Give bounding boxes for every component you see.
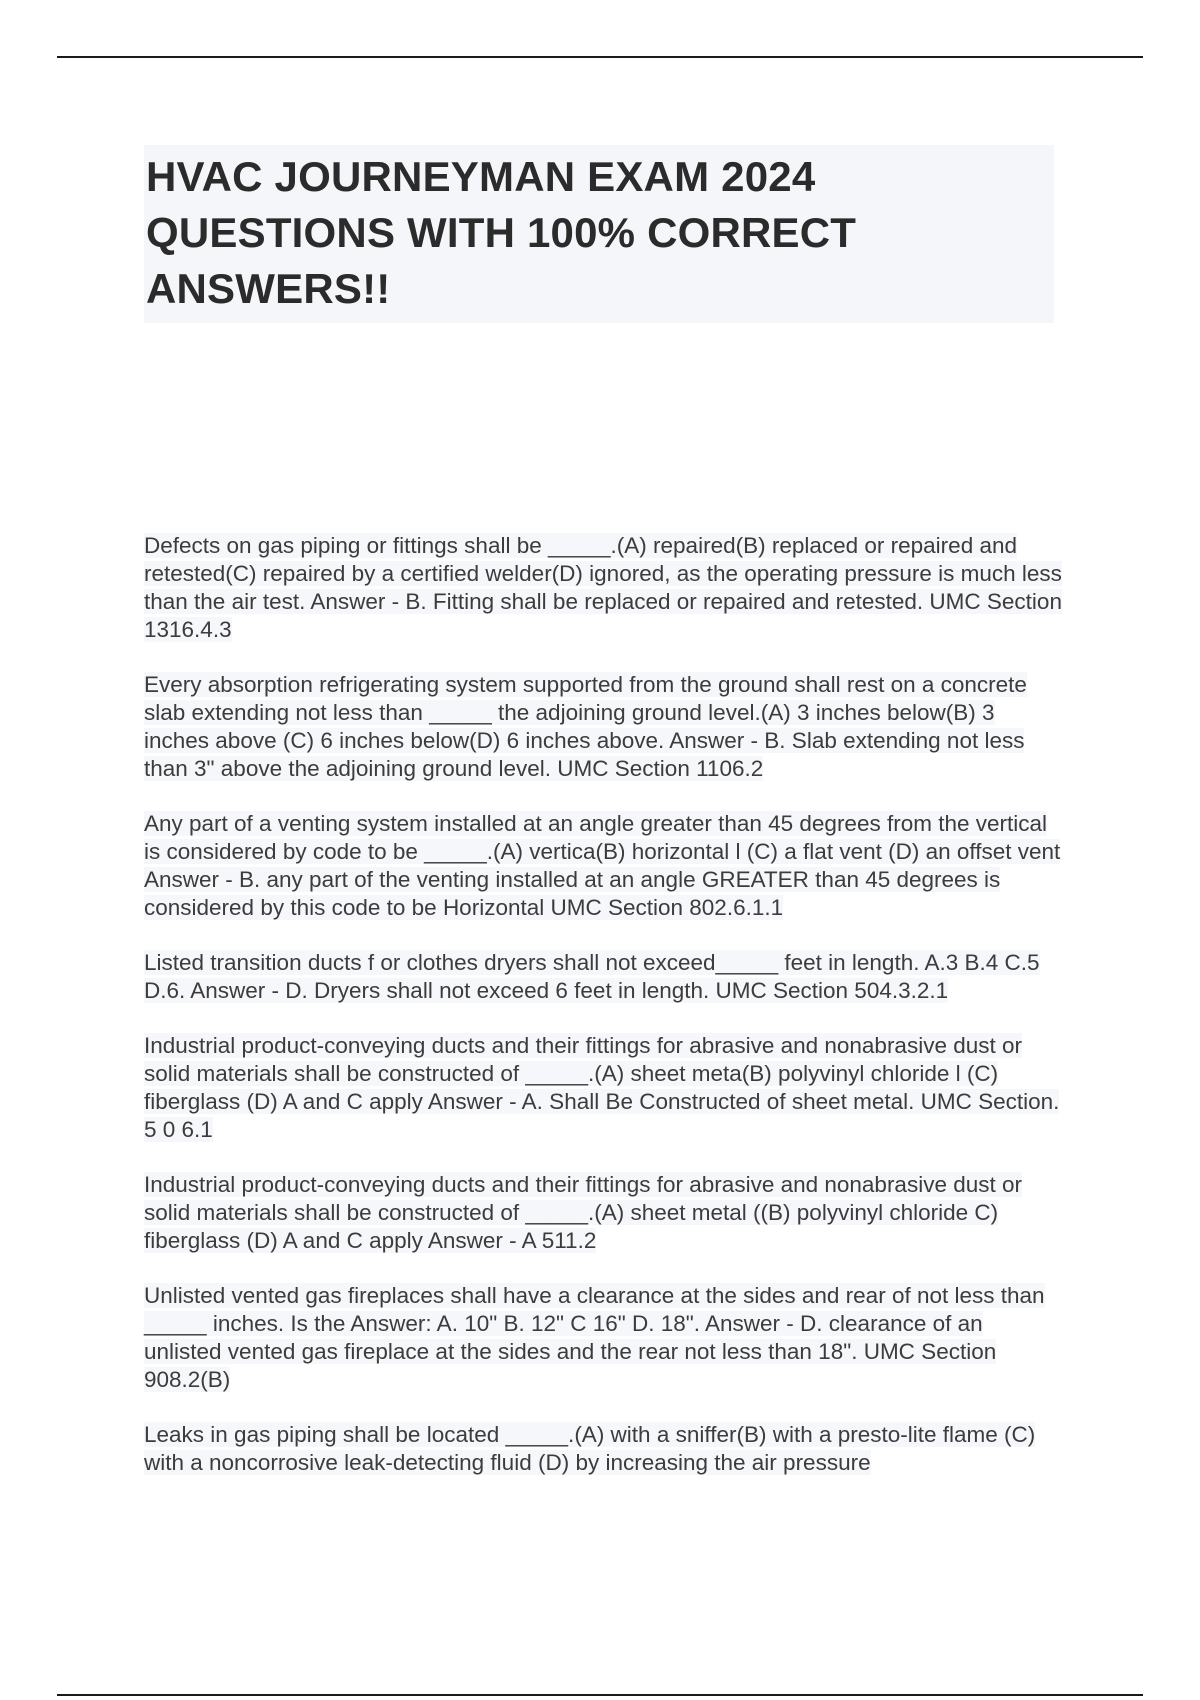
question-item-7 [144,1282,1064,1394]
title-block [144,145,1054,323]
question-text: Listed transition ducts f or clothes dryers shall not exceed_____ feet in length. A.3 B.4 C.5 D.6. Answer - D. Dryers shall not exceed 6 feet in length. UMC Section 504.3.2.1 [144,950,1040,1003]
question-text: Leaks in gas piping shall be located _____.(A) with a sniffer(B) with a presto-lite flame (C) with a noncorrosive leak-detecting fluid (D) by increasing the air pressure [144,1422,1036,1475]
question-text: Industrial product-conveying ducts and their fittings for abrasive and nonabrasive dust or solid materials shall be constructed of _____.(A) sheet meta(B) polyvinyl chloride l (C) fiberglass (D) A and C apply Answer - A. Shall Be Constructed of sheet metal. UMC Section. 5 0 6.1 [144,1033,1060,1142]
question-list [144,532,1064,1504]
question-item-5 [144,1032,1064,1144]
bottom-rule [57,1694,1143,1696]
question-item-3 [144,810,1064,922]
question-text: Industrial product-conveying ducts and their fittings for abrasive and nonabrasive dust or solid materials shall be constructed of _____.(A) sheet metal ((B) polyvinyl chloride C) fiberglass (D) A and C apply Answer - A 511.2 [144,1172,1022,1253]
question-item-4 [144,949,1064,1005]
question-item-2 [144,671,1064,783]
top-rule [57,56,1143,58]
question-item-1 [144,532,1064,644]
question-item-8 [144,1421,1064,1477]
question-text: Defects on gas piping or fittings shall be _____.(A) repaired(B) replaced or repaired and retested(C) repaired by a certified welder(D) ignored, as the operating pressure is much less than the air test. Answer - B. Fitting shall be replaced or repaired and retested. UMC Section 1316.4.3 [144,533,1062,642]
question-text: Every absorption refrigerating system supported from the ground shall rest on a concrete slab extending not less than _____ the adjoining ground level.(A) 3 inches below(B) 3 inches above (C) 6 inches below(D) 6 inches above. Answer - B. Slab extending not less than 3" above the adjoining ground level. UMC Section 1106.2 [144,672,1027,781]
question-text: Any part of a venting system installed at an angle greater than 45 degrees from the vertical is considered by code to be _____.(A) vertica(B) horizontal l (C) a flat vent (D) an offset vent Answer - B. any part of the venting installed at an angle GREATER than 45 degrees is considered by this code to be Horizontal UMC Section 802.6.1.1 [144,811,1061,920]
document-title: HVAC JOURNEYMAN EXAM 2024 QUESTIONS WITH 100% CORRECT ANSWERS!! [146,153,857,312]
question-item-6 [144,1171,1064,1255]
question-text: Unlisted vented gas fireplaces shall have a clearance at the sides and rear of not less than _____ inches. Is the Answer: A. 10" B. 12" C 16" D. 18". Answer - D. clearance of an unlisted vented gas fireplace at the sides and the rear not less than 18". UMC Section 908.2(B) [144,1283,1045,1392]
